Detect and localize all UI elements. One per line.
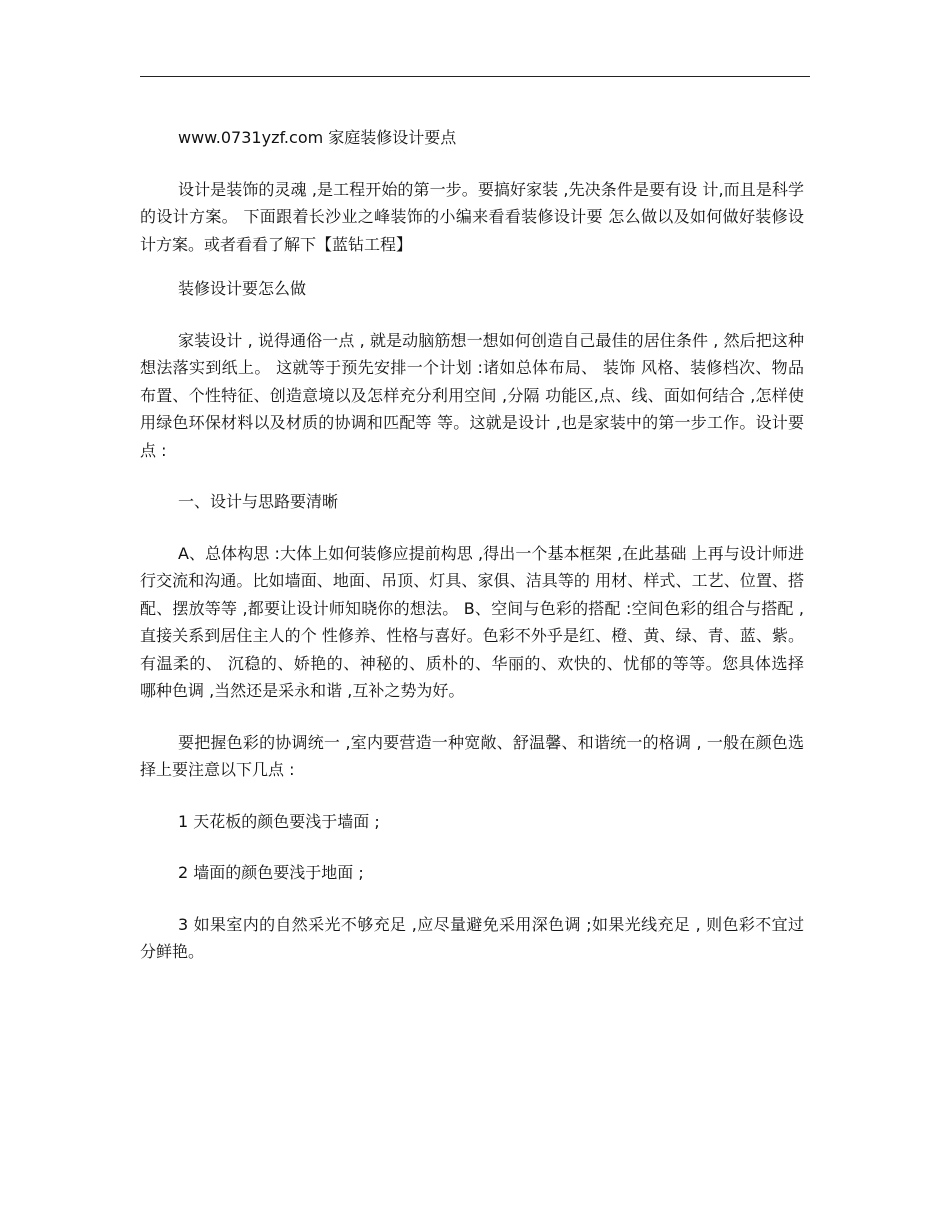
site-title: www.0731yzf.com 家庭装修设计要点: [178, 128, 457, 147]
heading-how-to-design: 装修设计要怎么做: [178, 279, 307, 298]
list-point-1: 1 天花板的颜色要浅于墙面 ;: [178, 811, 380, 831]
list-point-2: 2 墙面的颜色要浅于地面 ;: [178, 863, 364, 882]
paragraph-intro: 设计是装饰的灵魂 ,是工程开始的第一步。要搞好家装 ,先决条件是要有设 计,而且是科学的设计方案。 下面跟着长沙业之峰装饰的小编来看看装修设计要 怎么做以及如何做好装修设计方案。或者看看了解下【蓝钻工程】: [140, 179, 804, 254]
paragraph-color-unity: 要把握色彩的协调统一 ,室内要营造一种宽敞、舒温馨、和谐统一的格调 , 一般在颜色选择上要注意以下几点 :: [140, 732, 804, 779]
paragraph-section-1: A、总体构思 :大体上如何装修应提前构思 ,得出一个基本框架 ,在此基础 上再与设计师进行交流和沟通。比如墙面、地面、吊顶、灯具、家俱、洁具等的 用材、样式、工艺、位置、搭配、摆放等等 ,都要让设计师知晓你的想法。 B、空间与色彩的搭配 :空间色彩的组合与搭配 ,直接关系到居住主人的个 性修养、性格与喜好。色彩不外乎是红、橙、黄、绿、青、蓝、紫。有温柔的、 沉稳的、娇艳的、神秘的、质朴的、华丽的、欢快的、忧郁的等等。您具体选择 哪种色调 ,当然还是采永和谐 ,互补之势为好。: [140, 543, 804, 700]
document-body: [140, 124, 804, 966]
header-rule: [140, 76, 810, 77]
list-point-3: 3 如果室内的自然采光不够充足 ,应尽量避免采用深色调 ;如果光线充足 , 则色彩不宜过分鲜艳。: [140, 914, 804, 961]
paragraph-definition: 家装设计 , 说得通俗一点 , 就是动脑筋想一想如何创造自己最佳的居住条件 , 然后把这种想法落实到纸上。 这就等于预先安排一个计划 :诸如总体布局、 装饰 风格、装修档次、物品布置、个性特征、创造意境以及怎样充分利用空间 ,分隔 功能区,点、线、面如何结合 ,怎样使用绿色环保材料以及材质的协调和匹配等 等。这就是设计 ,也是家装中的第一步工作。设计要点 :: [140, 330, 804, 460]
section-1-title: 一、设计与思路要清晰: [178, 492, 339, 511]
